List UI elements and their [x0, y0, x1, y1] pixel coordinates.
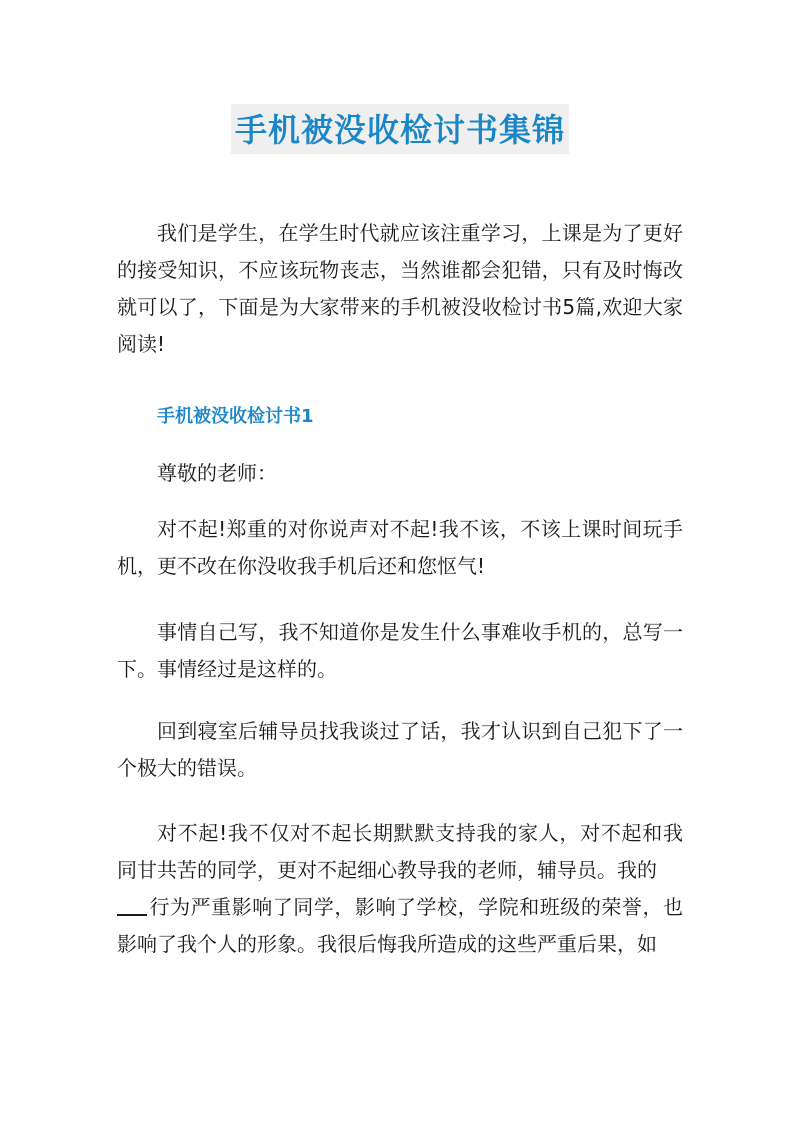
- section-heading: 手机被没收检讨书1: [157, 406, 314, 427]
- paragraph-apology: 对不起!郑重的对你说声对不起!我不该，不该上课时间玩手机，更不改在你没收我手机后还和您怄气!: [117, 517, 683, 578]
- title-container: [0, 104, 800, 154]
- paragraph-regret-part-2: 行为严重影响了同学，影响了学校，学院和班级的荣誉，也影响了我个人的形象。我很后悔我所造成的这些严重后果，如: [117, 895, 683, 956]
- paragraph-incident: 事情自己写，我不知道你是发生什么事难收手机的，总写一下。事情经过是这样的。: [117, 620, 683, 681]
- fill-in-blank: [117, 892, 147, 916]
- paragraph-realization: 回到寝室后辅导员找我谈过了话，我才认识到自己犯下了一个极大的错误。: [117, 719, 683, 780]
- document-title: 手机被没收检讨书集锦: [231, 104, 569, 154]
- salutation: 尊敬的老师：: [157, 461, 277, 485]
- paragraph-regret: [117, 815, 683, 963]
- paragraph-regret-part-1: 对不起!我不仅对不起长期默默支持我的家人，对不起和我同甘共苦的同学，更对不起细心教导我的老师，辅导员。我的: [117, 821, 683, 882]
- intro-paragraph: 我们是学生，在学生时代就应该注重学习，上课是为了更好的接受知识，不应该玩物丧志，当然谁都会犯错，只有及时悔改就可以了，下面是为大家带来的手机被没收检讨书5篇,欢迎大家阅读!: [117, 221, 683, 356]
